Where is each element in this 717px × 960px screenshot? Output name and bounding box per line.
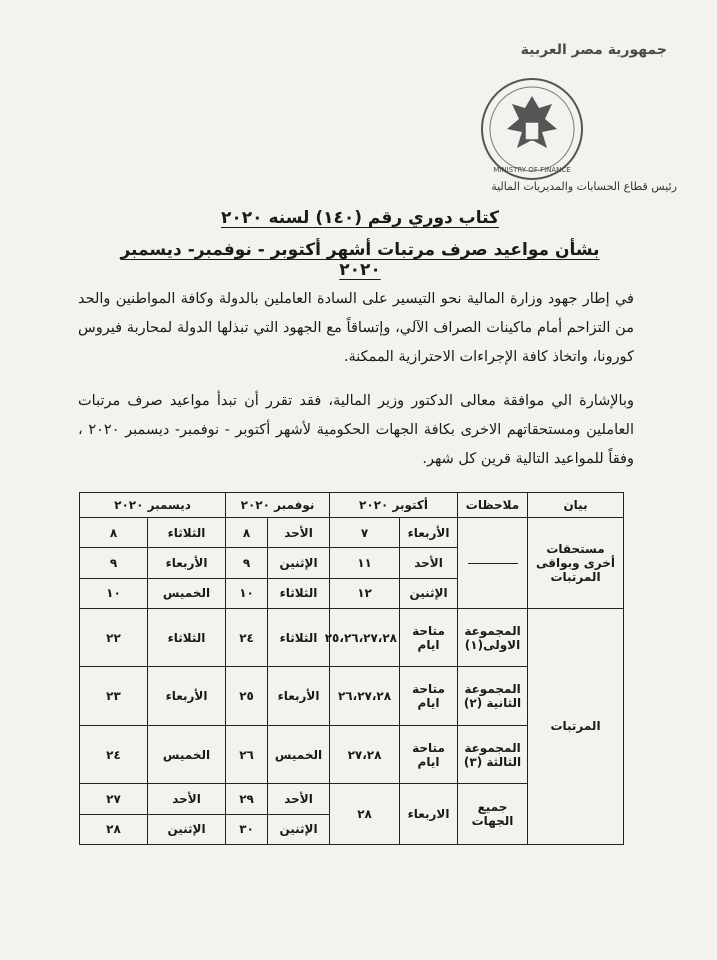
salary-schedule-table [79, 492, 624, 845]
decision-paragraph: وبالإشارة الي موافقة معالى الدكتور وزير المالية، فقد تقرر أن تبدأ مواعيد صرف مرتبات العاملين ومستحقاتهم الاخرى بكافة الجهات الحكومية لأشهر أكتوبر - نوفمبر- ديسمبر ٢٠٢٠ ، وفقاً للمواعيد التالية قرين كل شهر. [78, 393, 634, 467]
header-notes: ملاحظات [458, 493, 528, 518]
cell-day: الخميس [148, 578, 226, 608]
cell-date: ٢٢ [80, 608, 148, 666]
cell-date: ٢٤ [80, 725, 148, 783]
header-november: نوفمبر ٢٠٢٠ [226, 493, 330, 518]
cell-date: ٢٦،٢٧،٢٨ [330, 667, 400, 725]
cell-day: الثلاثاء [268, 578, 330, 608]
cell-notes: جميع الجهات [458, 784, 528, 845]
circular-subject: بشأن مواعيد صرف مرتبات أشهر أكتوبر - نوفمبر- ديسمبر ٢٠٢٠ [120, 240, 600, 280]
cell-notes: المجموعة الاولى(١) [458, 608, 528, 666]
cell-day: الأربعاء [148, 548, 226, 578]
cell-notes: المجموعة الثانية (٢) [458, 667, 528, 725]
section-salaries: المرتبات [528, 608, 624, 844]
cell-day: الأحد [268, 784, 330, 814]
table-row [80, 608, 624, 666]
cell-day: الإثنين [148, 814, 226, 844]
table-header-row [80, 493, 624, 518]
svg-text:MINISTRY OF FINANCE: MINISTRY OF FINANCE [493, 166, 571, 174]
letterhead-country: جمهورية مصر العربية [520, 42, 667, 58]
header-item: بيان [528, 493, 624, 518]
header-october: أكتوبر ٢٠٢٠ [330, 493, 458, 518]
cell-date: ١١ [330, 548, 400, 578]
cell-date: ١٢ [330, 578, 400, 608]
cell-date: ٨ [80, 518, 148, 548]
cell-day: الثلاثاء [148, 608, 226, 666]
cell-day: الاربعاء [400, 784, 458, 845]
cell-date: ٢٨ [80, 814, 148, 844]
section-other-dues: مستحقات أخرى وبواقى المرتبات [528, 518, 624, 609]
cell-day: الخميس [268, 725, 330, 783]
cell-date: ١٠ [226, 578, 268, 608]
cell-day: الأحد [148, 784, 226, 814]
cell-day: الأحد [268, 518, 330, 548]
cell-day: متاحة ايام [400, 608, 458, 666]
cell-date: ٢٥،٢٦،٢٧،٢٨ [330, 608, 400, 666]
letterhead [417, 38, 677, 198]
cell-date: ٢٨ [330, 784, 400, 845]
table-row [80, 518, 624, 548]
cell-date: ٢٧ [80, 784, 148, 814]
cell-date: ٢٣ [80, 667, 148, 725]
cell-day: متاحة ايام [400, 667, 458, 725]
cell-notes: المجموعة الثالثة (٣) [458, 725, 528, 783]
cell-date: ٨ [226, 518, 268, 548]
cell-day: الثلاثاء [268, 608, 330, 666]
cell-date: ٢٩ [226, 784, 268, 814]
cell-day: متاحة ايام [400, 725, 458, 783]
cell-date: ٣٠ [226, 814, 268, 844]
cell-day: الأحد [400, 548, 458, 578]
cell-date: ٩ [226, 548, 268, 578]
cell-day: الخميس [148, 725, 226, 783]
intro-paragraph: في إطار جهود وزارة المالية نحو التيسير على السادة العاملين بالدولة وكافة المواطنين والحد من التزاحم أمام ماكينات الصراف الآلي، وإتساقاً مع الجهود التي تبذلها الدولة لمحاربة فيروس كورونا، واتخاذ كافة الإجراءات الاحترازية الممكنة. [78, 291, 634, 365]
cell-day: الإثنين [268, 814, 330, 844]
eagle-emblem-icon [457, 74, 607, 184]
cell-date: ٢٧،٢٨ [330, 725, 400, 783]
cell-date: ٩ [80, 548, 148, 578]
cell-day: الأربعاء [148, 667, 226, 725]
cell-day: الأربعاء [400, 518, 458, 548]
cell-day: الإثنين [400, 578, 458, 608]
cell-date: ٧ [330, 518, 400, 548]
cell-day: الإثنين [268, 548, 330, 578]
dues-notes-dash [458, 518, 528, 609]
cell-date: ٢٤ [226, 608, 268, 666]
letterhead-sector: رئيس قطاع الحسابات والمديريات المالية [491, 180, 677, 193]
cell-date: ٢٦ [226, 725, 268, 783]
header-december: ديسمبر ٢٠٢٠ [80, 493, 226, 518]
cell-day: الأربعاء [268, 667, 330, 725]
cell-date: ٢٥ [226, 667, 268, 725]
cell-day: الثلاثاء [148, 518, 226, 548]
circular-title: كتاب دوري رقم (١٤٠) لسنه ٢٠٢٠ [221, 208, 499, 228]
cell-date: ١٠ [80, 578, 148, 608]
